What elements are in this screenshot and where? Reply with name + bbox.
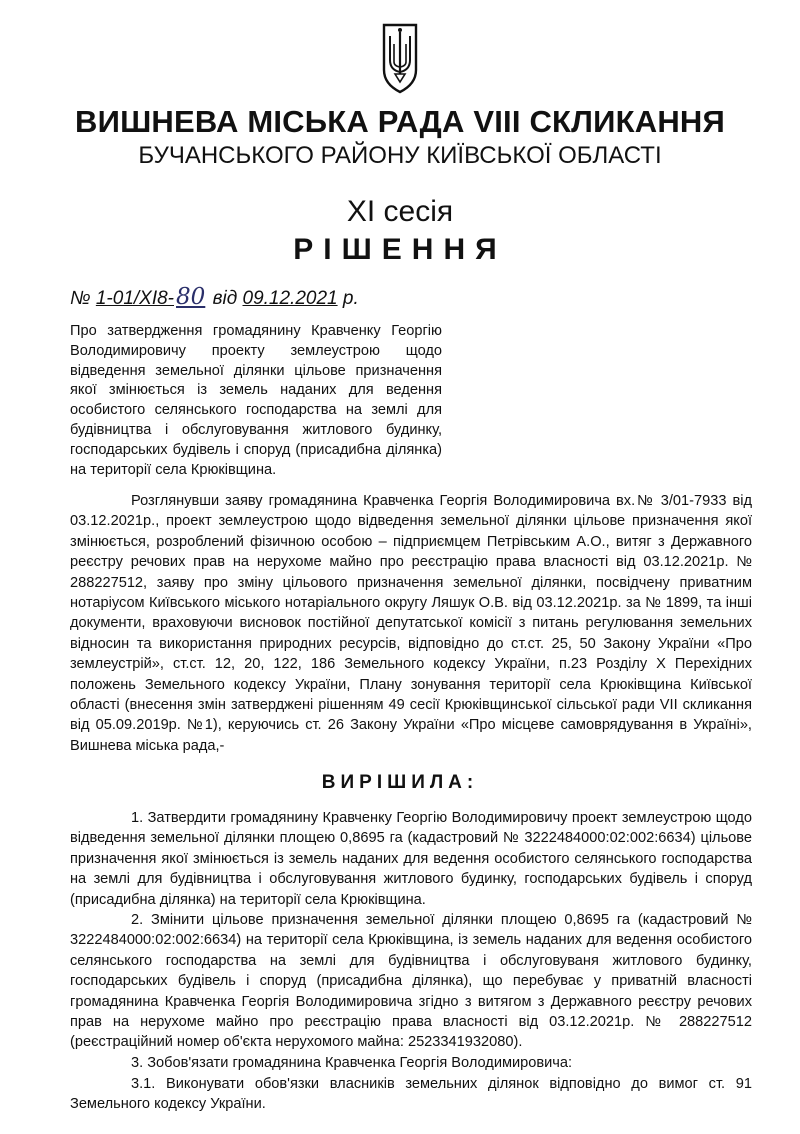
- decision-number-line: [70, 284, 359, 312]
- decision-number: 1-01/XI8-: [95, 288, 175, 309]
- decision-item-3: 3. Зобов'язати громадянина Кравченка Георгія Володимировича:: [131, 1055, 573, 1071]
- resolved-heading: ВИРІШИЛА:: [321, 772, 479, 793]
- session-title: XI сесія: [346, 195, 454, 228]
- decision-item-1: 1. Затвердити громадянину Кравченку Георгію Володимировичу проект землеустрою щодо відведення земельної ділянки площею 0,8695 га (кадастровий № 3222484000:02:002:6634) цільове призначення якої змінюється із земель наданих для ведення особистого селянського господарства на землі для будівництва і обслуговування житлового будинку, господарських будівель і споруд (присадибна ділянка) на території села Крюківщина.: [70, 810, 752, 908]
- coat-of-arms-icon: [381, 22, 419, 94]
- decision-item-3-1: 3.1. Виконувати обов'язки власників земельних ділянок відповідно до вимог ст. 91 Земельного кодексу України.: [70, 1076, 752, 1113]
- decision-item-2: 2. Змінити цільове призначення земельної ділянки площею 0,8695 га (кадастровий № 3222484000:02:002:6634) на території села Крюківщина, із земель наданих для ведення особистого селянського господарства на землі для будівництва і обслуговуваня житлового будинку, господарських будівель і споруд (присадибна ділянка), що перебуває у приватній власності громадянина Кравченка Георгія Володимировича згідно з витягом з Державного реєстру речових прав на нерухоме майно про реєстрацію права власності від 03.12.2021р. № 288227512 (реєстраційний номер об'єкта нерухомого майна: 2523341932080).: [70, 912, 752, 1051]
- date-from-label: від: [212, 288, 238, 309]
- district-name: БУЧАНСЬКОГО РАЙОНУ КИЇВСЬКОЇ ОБЛАСТІ: [138, 142, 662, 169]
- decision-subject: Про затвердження громадянину Кравченку Георгію Володимировичу проекту землеустрою щодо відведення земельної ділянки цільове призначення якої змінюється із земель наданих для ведення особистого селянського господарства на землі для будівництва і обслуговування житлового будинку, господарських будівель і споруд (присадибна ділянка) на території села Крюківщина.: [70, 323, 442, 478]
- document-type-title: РІШЕННЯ: [293, 233, 507, 266]
- number-sign: №: [70, 288, 91, 309]
- council-name: ВИШНЕВА МІСЬКА РАДА VIII СКЛИКАННЯ: [75, 104, 725, 139]
- date-suffix: р.: [342, 288, 359, 309]
- handwritten-number: 80: [176, 284, 206, 310]
- preamble-paragraph: Розглянувши заяву громадянина Кравченка Георгія Володимировича вх.№ 3/01-7933 від 03.12.2021р., проект землеустрою щодо відведення земельної ділянки цільове призначення якої змінюється, розроблений фізичною особою – підприємцем Петрівським А.О., витяг з Державного реєстру речових прав на нерухоме майно про реєстрацію права власності від 03.12.2021р. № 288227512, заяву про зміну цільового призначення земельної ділянки, посвідчену приватним нотаріусом Київського міського нотаріального округу Ляшук О.В. від 03.12.2021р. за № 1899, та інші документи, враховуючи висновок постійної депутатської комісії з питань регулювання земельних відносин та використання природних ресурсів, відповідно до ст.ст. 25, 50 Закону України «Про землеустрій», ст.ст. 12, 20, 122, 186 Земельного кодексу України, п.23 Розділу Х Перехідних положень Земельного кодексу України, Плану зонування території села Крюківщина Київської області (внесення змін затверджені рішенням 49 сесії Крюківщинської сільської ради VII скликання від 05.09.2019р. №1), керуючись ст. 26 Закону України «Про місцеве самоврядування в Україні», Вишнева міська рада,-: [70, 493, 752, 754]
- decision-date: 09.12.2021: [242, 288, 338, 309]
